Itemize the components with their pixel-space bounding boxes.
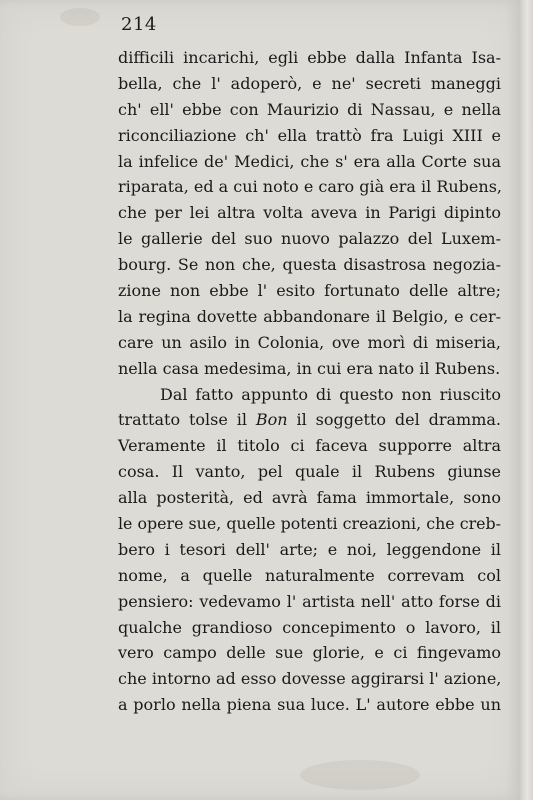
text-run: il soggetto del dramma.: [287, 410, 501, 430]
page-number: 214: [121, 14, 157, 35]
text-line: cosa. Il vanto, pel quale il Rubens giunse: [118, 462, 501, 482]
text-line: bourg. Se non che, questa disastrosa negozia-: [118, 255, 501, 275]
body-text: [118, 45, 501, 718]
text-line: riconciliazione ch' ella trattò fra Luigi XIII e: [118, 125, 501, 145]
text-line: pensiero: vedevamo l' artista nell' atto forse di: [118, 591, 501, 611]
text-line: nome, a quelle naturalmente correvam col: [118, 565, 501, 585]
paper-smudge: [300, 760, 420, 790]
text-line: care un asilo in Colonia, ove morì di miseria,: [118, 332, 501, 352]
text-line: Veramente il titolo ci faceva supporre altra: [118, 436, 501, 456]
text-line: che per lei altra volta aveva in Parigi dipinto: [118, 203, 501, 223]
text-line: alla posterità, ed avrà fama immortale, sono: [118, 488, 501, 508]
text-line: le gallerie del suo nuovo palazzo del Luxem-: [118, 229, 501, 249]
text-run: trattato tolse il: [118, 410, 256, 430]
text-line: le opere sue, quelle potenti creazioni, che creb-: [118, 514, 501, 534]
text-line: ch' ell' ebbe con Maurizio di Nassau, e nella: [118, 99, 501, 119]
page-edge: [520, 0, 533, 800]
paper-smudge: [60, 8, 100, 26]
text-line: la infelice de' Medici, che s' era alla Corte sua: [118, 151, 501, 171]
text-line: bero i tesori dell' arte; e noi, leggendone il: [118, 539, 501, 559]
text-line: vero campo delle sue glorie, e ci fingevamo: [118, 643, 501, 663]
text-line: che intorno ad esso dovesse aggirarsi l' azione,: [118, 669, 502, 689]
text-line: difficili incarichi, egli ebbe dalla Infanta Isa-: [118, 48, 501, 67]
text-line: qualche grandioso concepimento o lavoro, il: [118, 617, 501, 637]
title-italic: Bon: [255, 410, 288, 430]
text-line: a porlo nella piena sua luce. L' autore ebbe un: [118, 695, 501, 715]
text-line: riparata, ed a cui noto e caro già era il Rubens,: [118, 177, 502, 197]
text-line: zione non ebbe l' esito fortunato delle altre;: [118, 281, 501, 301]
text-line: [118, 407, 501, 433]
text-line: la regina dovette abbandonare il Belgio, e cer-: [118, 306, 501, 326]
text-line: bella, che l' adoperò, e ne' secreti maneggi: [118, 73, 501, 93]
paragraph-end-line: nella casa medesima, in cui era nato il Rubens.: [118, 358, 501, 378]
paragraph-first-line: Dal fatto appunto di questo non riuscito: [160, 384, 501, 404]
